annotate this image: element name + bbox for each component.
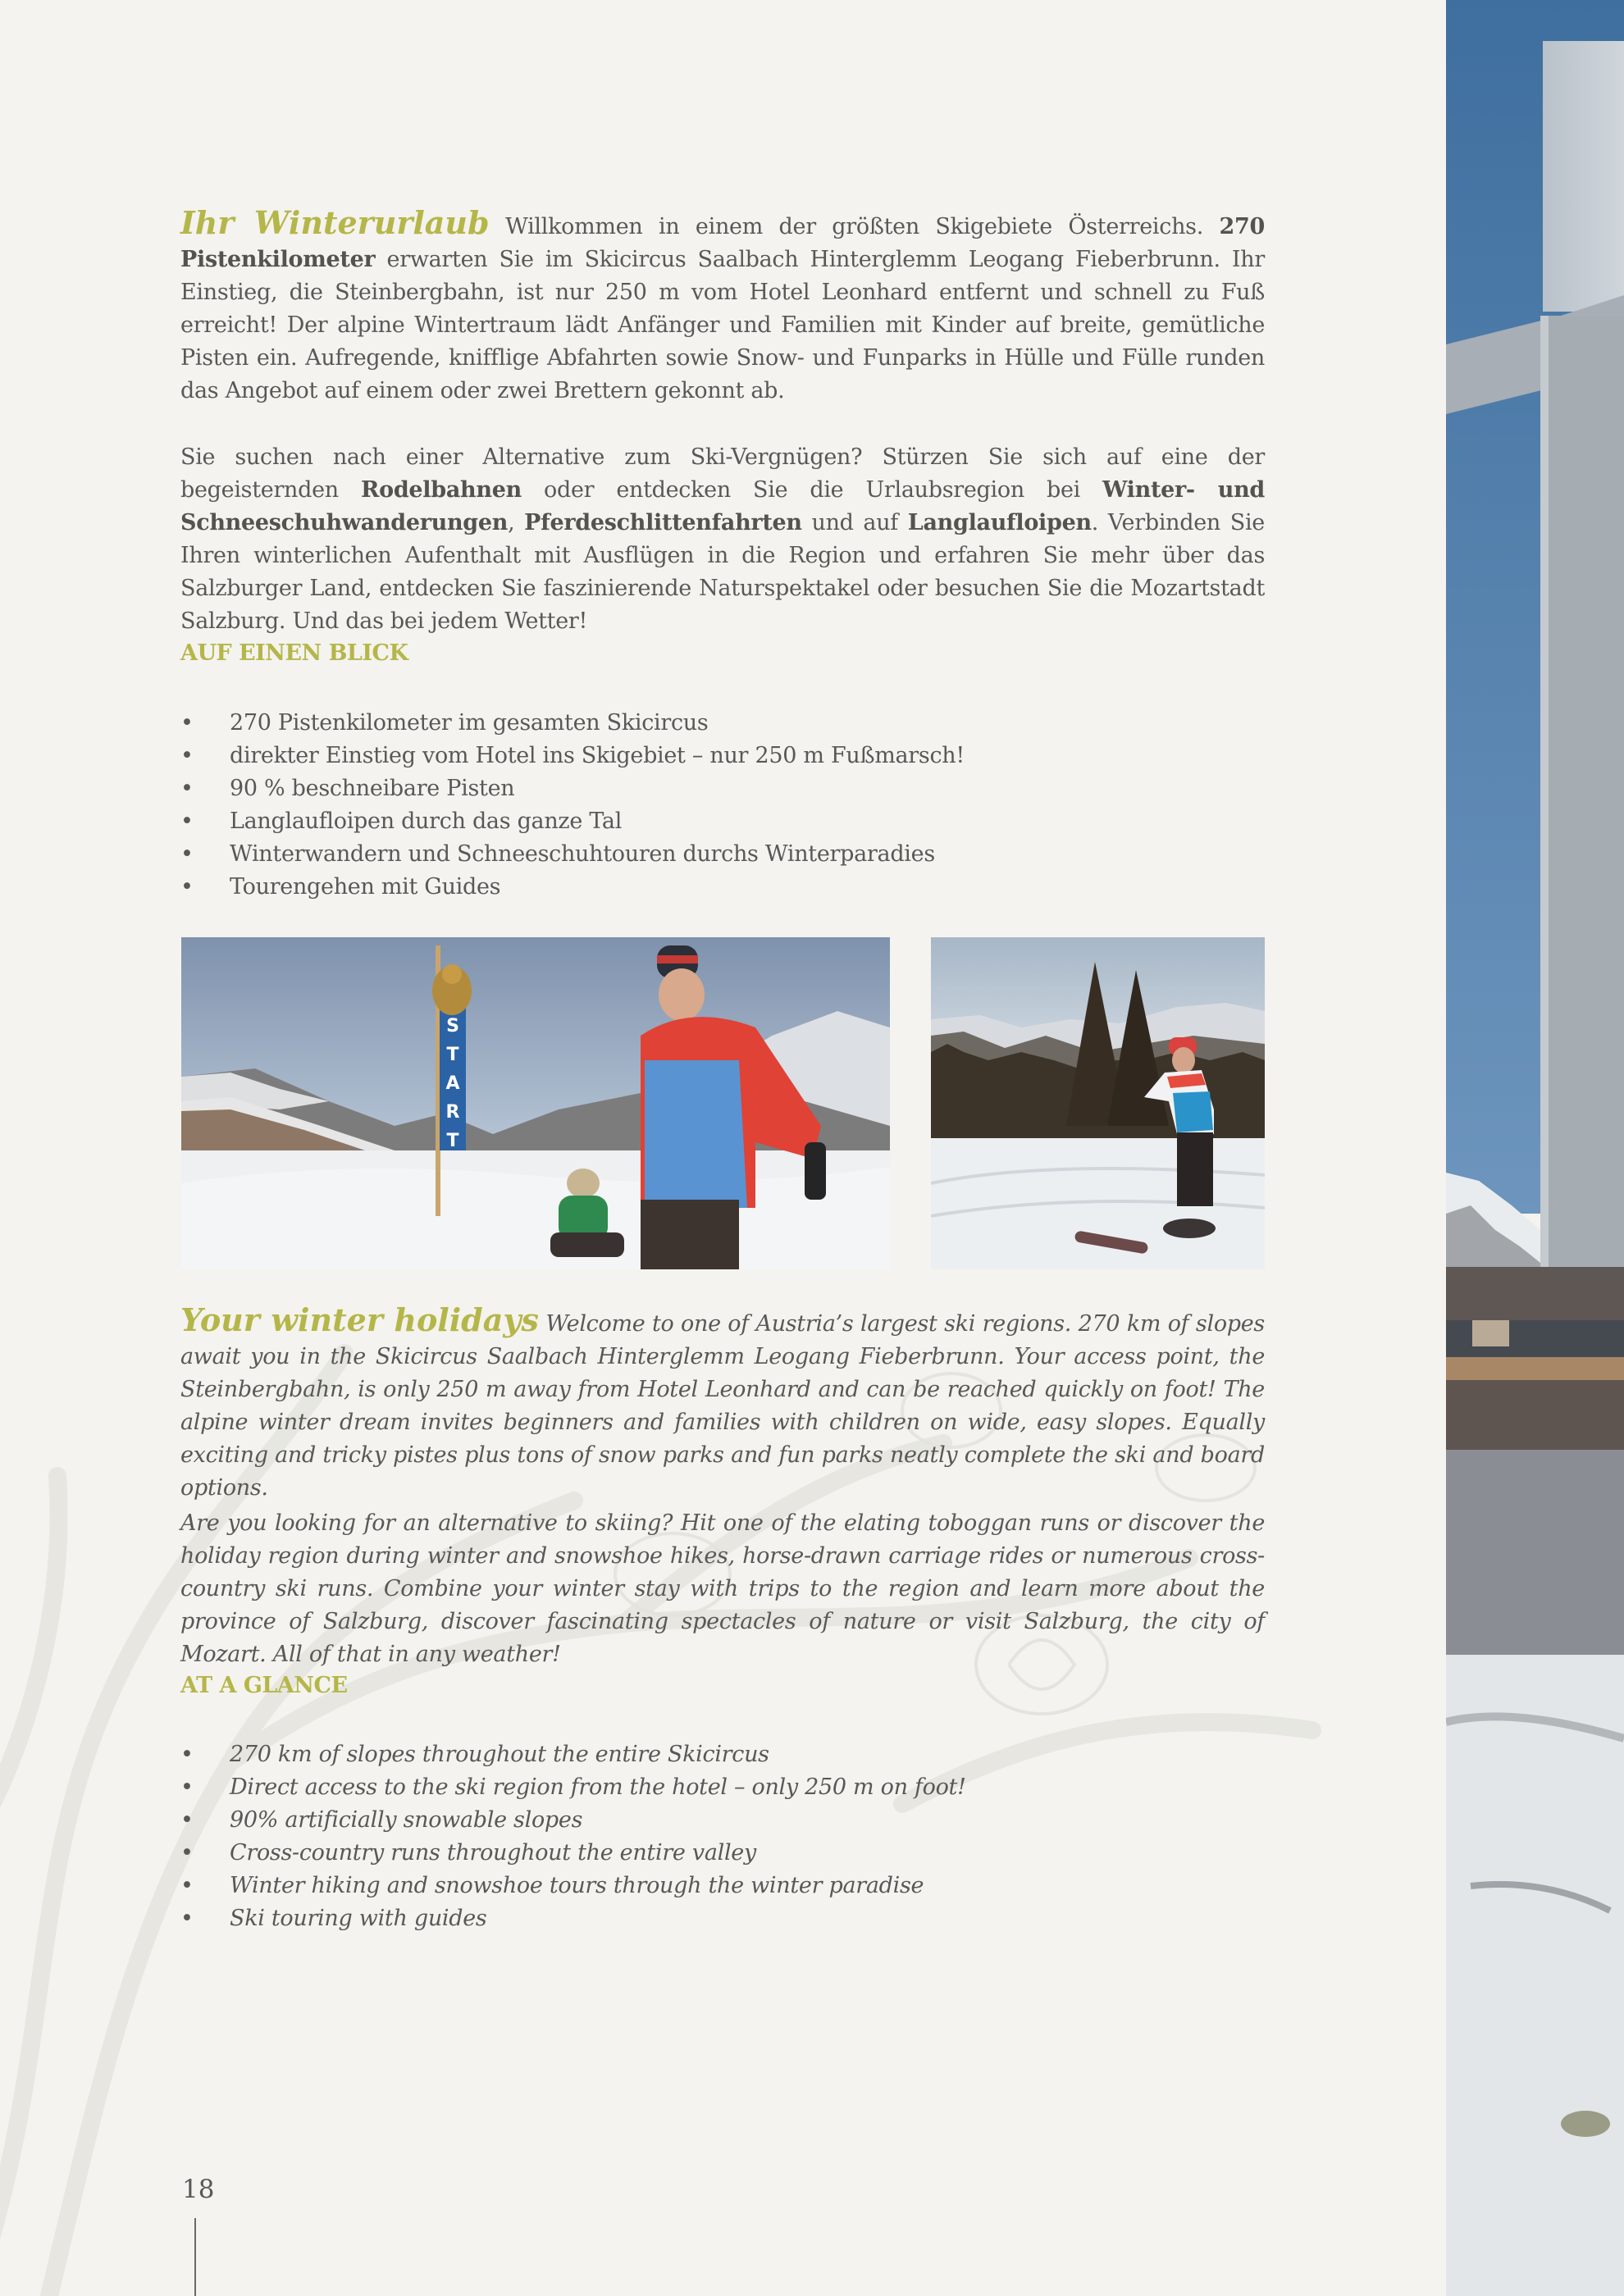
list-item-text: 90 % beschneibare Pisten <box>230 776 515 801</box>
page-number: 18 <box>182 2175 215 2204</box>
list-item-text: Tourengehen mit Guides <box>230 874 501 900</box>
english-glance-heading: AT A GLANCE <box>180 1673 348 1698</box>
list-item-text: Winter hiking and snowshoe tours through the winter paradise <box>230 1873 924 1898</box>
photo-toboggan-start-sign <box>181 937 890 1269</box>
list-item <box>180 1804 1265 1837</box>
text-run: Sie suchen nach einer Alternative zum Ski-Vergnügen? Stürzen Sie sich auf eine der begeisternden <box>180 444 1265 503</box>
list-item <box>180 740 1265 772</box>
bullet-icon: • <box>180 1742 194 1767</box>
list-item <box>180 838 1265 871</box>
text-run: und auf <box>801 510 908 535</box>
list-item <box>180 1837 1265 1870</box>
text-run: . Verbinden Sie Ihren winterlichen Aufenthalt mit Ausflügen in die Region und erfahren Sie mehr über das Salzburger Land, entdecken Sie faszinierende Naturspektakel oder besuchen Sie die Mozartstadt Salzburg. Und das bei jedem Wetter! <box>180 510 1265 634</box>
list-item-text: Direct access to the ski region from the hotel – only 250 m on foot! <box>230 1774 966 1800</box>
list-item <box>180 772 1265 805</box>
list-item <box>180 871 1265 904</box>
photo-snowshoe-hiker <box>931 937 1265 1269</box>
list-item-text: Ski touring with guides <box>230 1906 487 1931</box>
list-item <box>180 707 1265 740</box>
list-item-text: Langlaufloipen durch das ganze Tal <box>230 809 623 834</box>
page-number-rule <box>194 2218 196 2296</box>
german-intro-text: Willkommen in einem der größten Skigebiete Österreichs. <box>489 214 1220 239</box>
start-sign-letter: T <box>446 1045 459 1065</box>
bullet-icon: • <box>180 809 194 834</box>
start-sign-letter: A <box>445 1073 460 1094</box>
english-intro-paragraph <box>180 1301 1265 1505</box>
bullet-icon: • <box>180 1906 194 1931</box>
list-item <box>180 805 1265 838</box>
list-item-text: Cross-country runs throughout the entire valley <box>230 1840 756 1866</box>
start-sign-letter: S <box>446 1016 459 1036</box>
text-run: oder entdecken Sie die Urlaubsregion bei <box>521 477 1103 503</box>
english-section <box>180 1301 1265 1505</box>
list-item-text: Winterwandern und Schneeschuhtouren durchs Winterparadies <box>230 841 935 867</box>
bold-run: Pferdeschlittenfahrten <box>524 510 802 535</box>
bullet-icon: • <box>180 776 194 801</box>
english-bullet-list <box>180 1738 1265 1935</box>
text-run: , <box>508 510 525 535</box>
start-sign-letter: T <box>446 1131 459 1151</box>
list-item-text: 270 Pistenkilometer im gesamten Skicircus <box>230 710 709 736</box>
german-bullet-list <box>180 707 1265 904</box>
english-alternatives <box>180 1507 1265 1671</box>
list-item-text: 270 km of slopes throughout the entire Skicircus <box>230 1742 769 1767</box>
english-glance <box>180 1673 1265 1698</box>
bullet-icon: • <box>180 710 194 736</box>
german-glance-heading: AUF EINEN BLICK <box>180 640 408 666</box>
english-intro-text: Welcome to one of Austria’s largest ski regions. 270 km of slopes await you in the Skicircus Saalbach Hinterglemm Leogang Fieberbrunn. Your access point, the Steinbergbahn, is only 250 m away from Hotel Leonhard and can be reached quickly on foot! The alpine winter dream invites beginners and families with children on wide, easy slopes. Equally exciting and tricky pistes plus tons of snow parks and fun parks neatly complete the ski and board options. <box>180 1311 1265 1501</box>
german-intro-text: erwarten Sie im Skicircus Saalbach Hinterglemm Leogang Fieberbrunn. Ihr Einstieg, die Steinbergbahn, ist nur 250 m vom Hotel Leonhard entfernt und schnell zu Fuß erreicht! Der alpine Wintertraum lädt Anfänger und Familien mit Kinder auf breite, gemütliche Pisten ein. Aufregende, knifflige Abfahrten sowie Snow- und Funparks in Hülle und Fülle runden das Angebot auf einem oder zwei Brettern gekonnt ab. <box>180 247 1265 403</box>
german-intro-bold: 270 Pistenkilometer <box>180 214 1265 272</box>
bold-run: Langlaufloipen <box>907 510 1092 535</box>
list-item <box>180 1902 1265 1935</box>
english-title: Your winter holidays <box>180 1301 539 1338</box>
bold-run: Rodelbahnen <box>361 477 522 503</box>
bullet-icon: • <box>180 1807 194 1833</box>
bullet-icon: • <box>180 874 194 900</box>
list-item <box>180 1738 1265 1771</box>
german-alternatives-paragraph <box>180 441 1265 638</box>
german-bullets <box>180 707 1265 904</box>
english-bullets <box>180 1738 1265 1935</box>
bullet-icon: • <box>180 1840 194 1866</box>
bullet-icon: • <box>180 743 194 768</box>
bullet-icon: • <box>180 841 194 867</box>
german-glance <box>180 640 1265 666</box>
list-item <box>180 1771 1265 1804</box>
start-sign-letter: R <box>445 1102 460 1123</box>
photo-summit-cross-strip <box>1446 0 1624 2296</box>
bullet-icon: • <box>180 1873 194 1898</box>
list-item-text: 90% artificially snowable slopes <box>230 1807 583 1833</box>
german-intro-paragraph <box>180 204 1265 408</box>
list-item <box>180 1870 1265 1902</box>
bold-run: Winter- und Schneeschuhwanderungen <box>180 477 1265 535</box>
english-alternatives-paragraph: Are you looking for an alternative to skiing? Hit one of the elating toboggan runs or discover the holiday region during winter and snowshoe hikes, horse-drawn carriage rides or numerous cross-country ski runs. Combine your winter stay with trips to the region and learn more about the province of Salzburg, discover fascinating spectacles of nature or visit Salzburg, the city of Mozart. All of that in any weather! <box>180 1510 1265 1667</box>
german-title: Ihr Winterurlaub <box>180 204 490 241</box>
list-item-text: direkter Einstieg vom Hotel ins Skigebiet – nur 250 m Fußmarsch! <box>230 743 965 768</box>
german-section <box>180 204 1265 408</box>
german-alternatives <box>180 441 1265 638</box>
bullet-icon: • <box>180 1774 194 1800</box>
